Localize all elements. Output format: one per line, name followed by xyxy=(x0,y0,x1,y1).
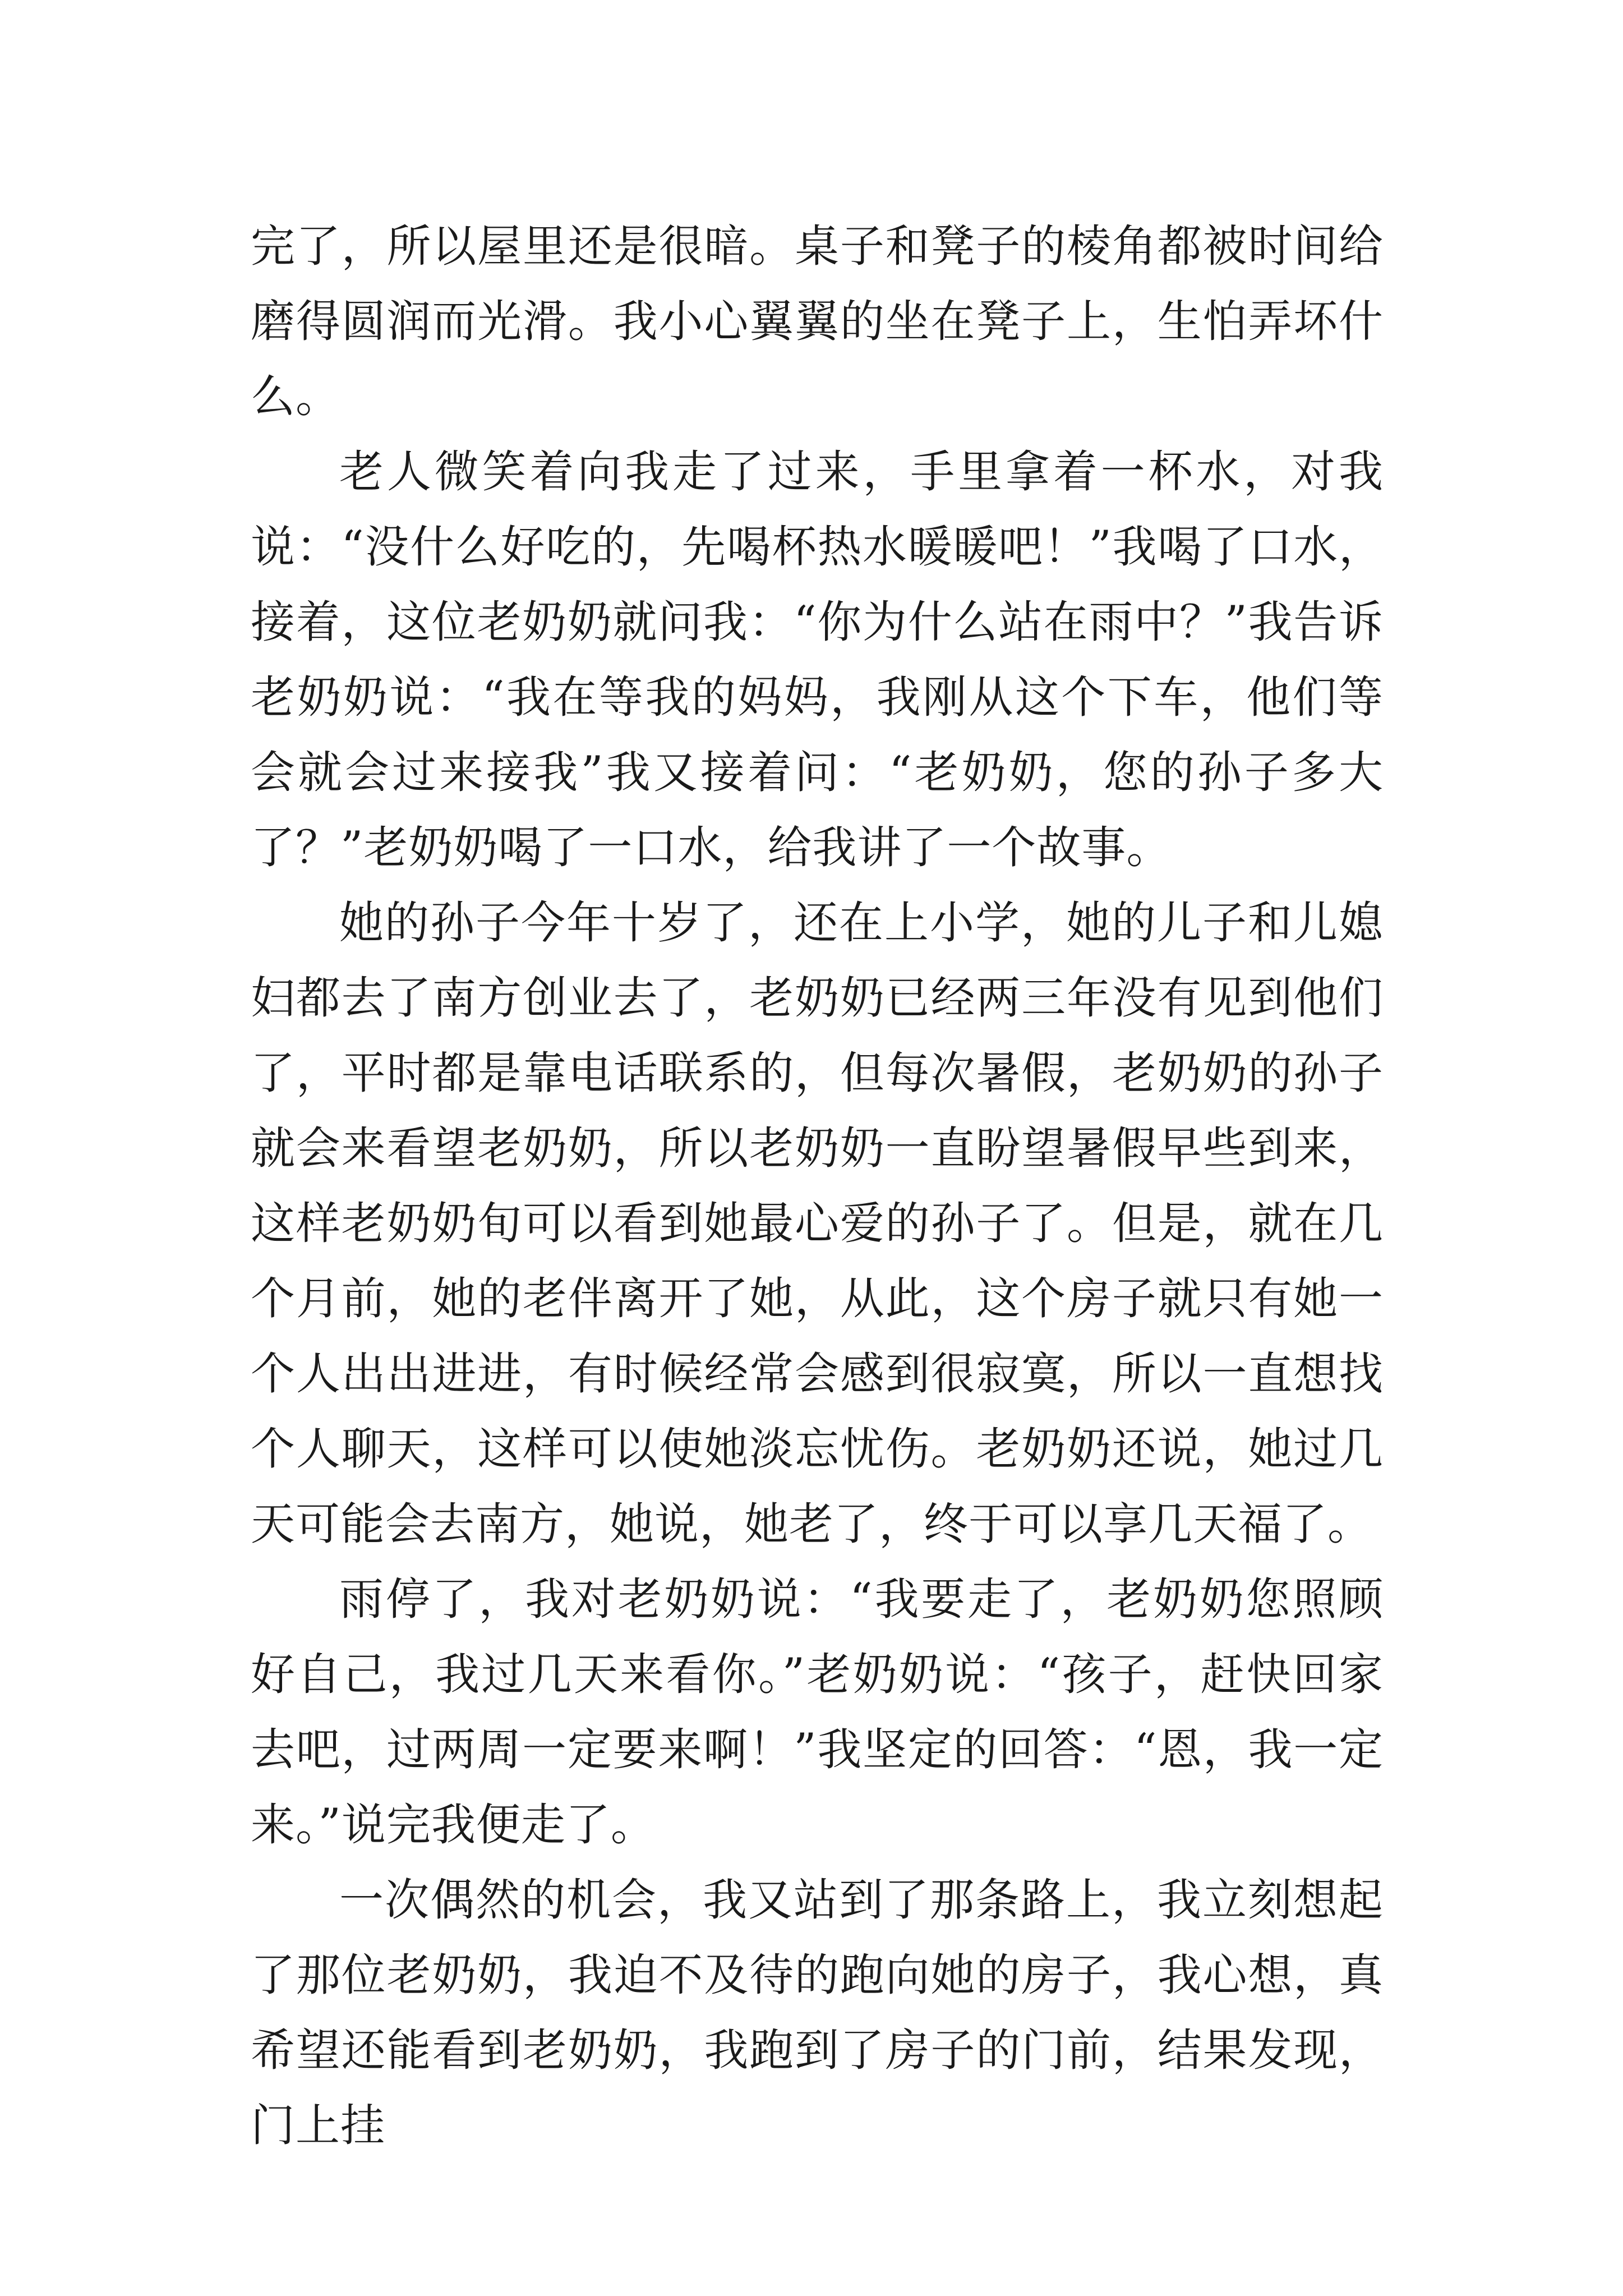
body-text xyxy=(251,209,1384,2163)
paragraph: 老人微笑着向我走了过来，手里拿着一杯水，对我说：“没什么好吃的，先喝杯热水暖暖吧！”我喝了口水，接着，这位老奶奶就问我：“你为什么站在雨中？”我告诉老奶奶说：“我在等我的妈妈，我刚从这个下车，他们等会就会过来接我”我又接着问：“老奶奶，您的孙子多大了？”老奶奶喝了一口水，给我讲了一个故事。 xyxy=(251,446,1384,873)
paragraph: 她的孙子今年十岁了，还在上小学，她的儿子和儿媳妇都去了南方创业去了，老奶奶已经两三年没有见到他们了，平时都是靠电话联系的，但每次暑假，老奶奶的孙子就会来看望老奶奶，所以老奶奶一直盼望暑假早些到来，这样老奶奶旬可以看到她最心爱的孙子了。但是，就在几个月前，她的老伴离开了她，从此，这个房子就只有她一个人出出进进，有时候经常会感到很寂寞，所以一直想找个人聊天，这样可以使她淡忘忧伤。老奶奶还说，她过几天可能会去南方，她说，她老了，终于可以享几天福了。 xyxy=(251,897,1384,1550)
paragraph-continued: 完了，所以屋里还是很暗。桌子和凳子的棱角都被时间给磨得圆润而光滑。我小心翼翼的坐在凳子上，生怕弄坏什么。 xyxy=(251,220,1384,422)
paragraph: 雨停了，我对老奶奶说：“我要走了，老奶奶您照顾好自己，我过几天来看你。”老奶奶说：“孩子，赶快回家去吧，过两周一定要来啊！”我坚定的回答：“恩，我一定来。”说完我便走了。 xyxy=(251,1573,1384,1851)
paragraph: 一次偶然的机会，我又站到了那条路上，我立刻想起了那位老奶奶，我迫不及待的跑向她的房子，我心想，真希望还能看到老奶奶，我跑到了房子的门前，结果发现，门上挂 xyxy=(251,1874,1384,2151)
